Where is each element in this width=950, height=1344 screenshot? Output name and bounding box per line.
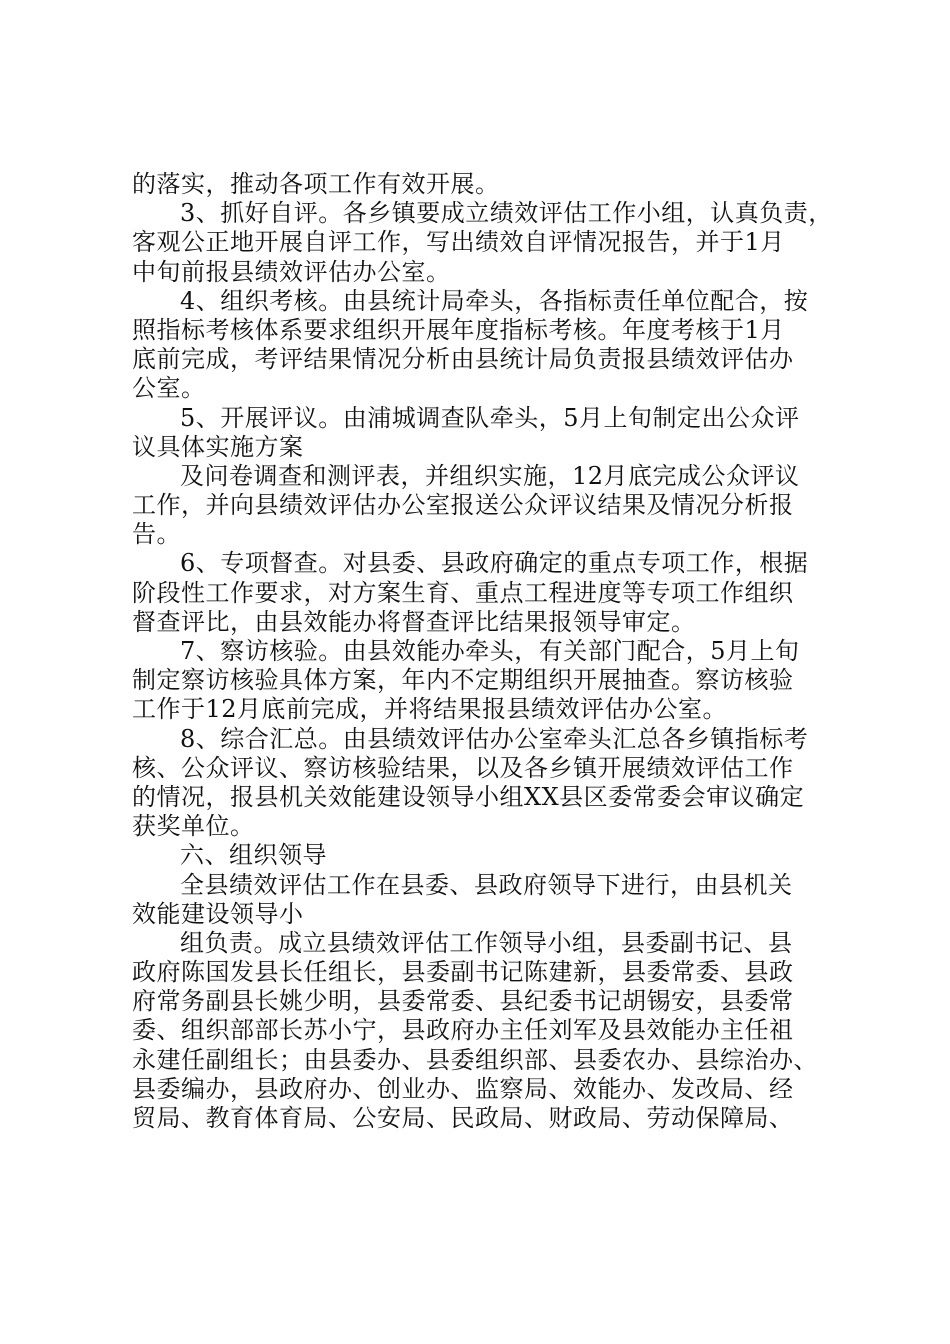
- paragraph-line: 告。: [132, 520, 181, 549]
- paragraph-line: 中旬前报县绩效评估办公室。: [132, 257, 451, 286]
- paragraph-line: 县委编办，县政府办、创业办、监察局、效能办、发改局、经: [132, 1074, 794, 1103]
- paragraph-line: 5、开展评议。由浦城调查队牵头，5月上旬制定出公众评: [180, 403, 800, 432]
- paragraph-line: 及问卷调查和测评表，并组织实施，12月底完成公众评议: [180, 461, 800, 490]
- paragraph-line: 照指标考核体系要求组织开展年度指标考核。年度考核于1月: [132, 315, 785, 344]
- paragraph-line: 政府陈国发县长任组长，县委副书记陈建新，县委常委、县政: [132, 958, 794, 987]
- paragraph-line: 议具体实施方案: [132, 432, 304, 461]
- paragraph-line: 核、公众评议、察访核验结果，以及各乡镇开展绩效评估工作: [132, 753, 794, 782]
- paragraph-line: 工作，并向县绩效评估办公室报送公众评议结果及情况分析报: [132, 491, 794, 520]
- paragraph-line: 督查评比，由县效能办将督查评比结果报领导审定。: [132, 607, 696, 636]
- paragraph-line: 客观公正地开展自评工作，写出绩效自评情况报告，并于1月: [132, 228, 785, 257]
- paragraph-line: 贸局、教育体育局、公安局、民政局、财政局、劳动保障局、: [132, 1104, 794, 1132]
- paragraph-line: 委、组织部部长苏小宁，县政府办主任刘军及县效能办主任祖: [132, 1016, 794, 1045]
- paragraph-line: 制定察访核验具体方案，年内不定期组织开展抽查。察访核验: [132, 666, 794, 695]
- paragraph-line: 底前完成，考评结果情况分析由县统计局负责报县绩效评估办: [132, 345, 794, 374]
- paragraph-line: 永建任副组长；由县委办、县委组织部、县委农办、县综治办、: [132, 1045, 818, 1074]
- paragraph-line: 六、组织领导: [180, 841, 327, 870]
- paragraph-line: 4、组织考核。由县统计局牵头，各指标责任单位配合，按: [180, 286, 809, 315]
- paragraph-line: 的落实，推动各项工作有效开展。: [132, 170, 500, 198]
- paragraph-line: 8、综合汇总。由县绩效评估办公室牵头汇总各乡镇指标考: [180, 724, 809, 753]
- paragraph-line: 3、抓好自评。各乡镇要成立绩效评估工作小组，认真负责，: [180, 199, 833, 228]
- paragraph-line: 获奖单位。: [132, 812, 255, 841]
- paragraph-line: 7、察访核验。由县效能办牵头，有关部门配合，5月上旬: [180, 637, 800, 665]
- paragraph-line: 组负责。成立县绩效评估工作领导小组，县委副书记、县: [180, 928, 793, 957]
- paragraph-line: 工作于12月底前完成，并将结果报县绩效评估办公室。: [132, 695, 728, 724]
- document-body: [132, 170, 832, 1133]
- paragraph-line: 府常务副县长姚少明，县委常委、县纪委书记胡锡安，县委常: [132, 987, 794, 1016]
- paragraph-line: 全县绩效评估工作在县委、县政府领导下进行，由县机关: [180, 870, 793, 899]
- paragraph-line: 效能建设领导小: [132, 899, 304, 928]
- paragraph-line: 阶段性工作要求，对方案生育、重点工程进度等专项工作组织: [132, 578, 794, 607]
- paragraph-line: 公室。: [132, 374, 206, 403]
- paragraph-line: 6、专项督查。对县委、县政府确定的重点专项工作，根据: [180, 549, 809, 578]
- paragraph-line: 的情况，报县机关效能建设领导小组XX县区委常委会审议确定: [132, 782, 805, 811]
